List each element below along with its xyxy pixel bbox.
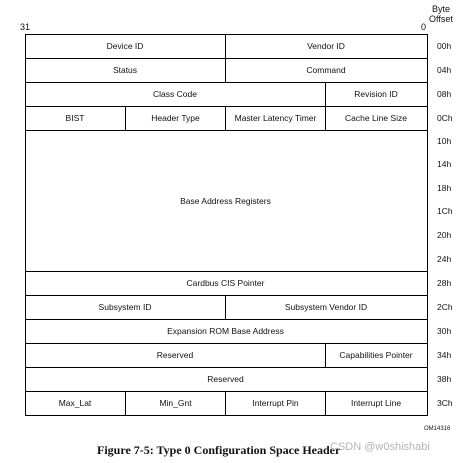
offset-label: 00h <box>437 41 452 51</box>
cardbus-cis-pointer-field: Cardbus CIS Pointer <box>186 278 265 288</box>
offset-label: 04h <box>437 65 452 75</box>
offset-label: 34h <box>437 350 452 360</box>
offset-label: 2Ch <box>437 302 453 312</box>
subsystem-id-field: Subsystem ID <box>98 302 152 312</box>
watermark: CSDN @w0shishabi <box>330 441 430 453</box>
offset-label: 3Ch <box>437 398 453 408</box>
offset-label: 38h <box>437 374 452 384</box>
subsystem-vendor-id-field: Subsystem Vendor ID <box>284 302 368 312</box>
revision-id-field: Revision ID <box>354 89 398 99</box>
offset-label: 18h <box>437 183 452 193</box>
capabilities-pointer-field: Capabilities Pointer <box>339 350 413 360</box>
bist-field: BIST <box>65 113 85 123</box>
byte-label: Byte <box>432 4 451 14</box>
vendor-id-field: Vendor ID <box>307 41 345 51</box>
offset-label: 30h <box>437 326 452 336</box>
offset-label: 0Ch <box>437 113 453 123</box>
expansion-rom-base-address-field: Expansion ROM Base Address <box>167 326 284 336</box>
class-code-field: Class Code <box>153 89 197 99</box>
master-latency-timer-field: Master Latency Timer <box>234 113 317 123</box>
bit-31-label: 31 <box>20 22 31 32</box>
cache-line-size-field: Cache Line Size <box>345 113 407 123</box>
interrupt-line-field: Interrupt Line <box>350 398 402 408</box>
figure-id: OM14316 <box>424 426 451 432</box>
min-gnt-field: Min_Gnt <box>159 398 192 408</box>
offset-label: 24h <box>437 254 452 264</box>
bit-0-label: 0 <box>421 22 427 32</box>
device-id-field: Device ID <box>106 41 144 51</box>
interrupt-pin-field: Interrupt Pin <box>252 398 299 408</box>
offset-label: 14h <box>437 159 452 169</box>
header-type-field: Header Type <box>151 113 200 123</box>
reserved-field: Reserved <box>156 350 194 360</box>
command-field: Command <box>306 65 346 75</box>
base-address-registers-field: Base Address Registers <box>180 195 271 206</box>
offset-label: 20h <box>437 230 452 240</box>
offset-label: Offset <box>429 14 453 24</box>
offset-label: 1Ch <box>437 206 453 216</box>
offset-label: 08h <box>437 89 452 99</box>
figure-caption: Figure 7-5: Type 0 Configuration Space Header <box>97 443 341 457</box>
max-lat-field: Max_Lat <box>58 398 92 408</box>
reserved-field: Reserved <box>207 374 244 384</box>
status-field: Status <box>112 65 138 75</box>
offset-label: 10h <box>437 136 452 146</box>
offset-label: 28h <box>437 278 452 288</box>
